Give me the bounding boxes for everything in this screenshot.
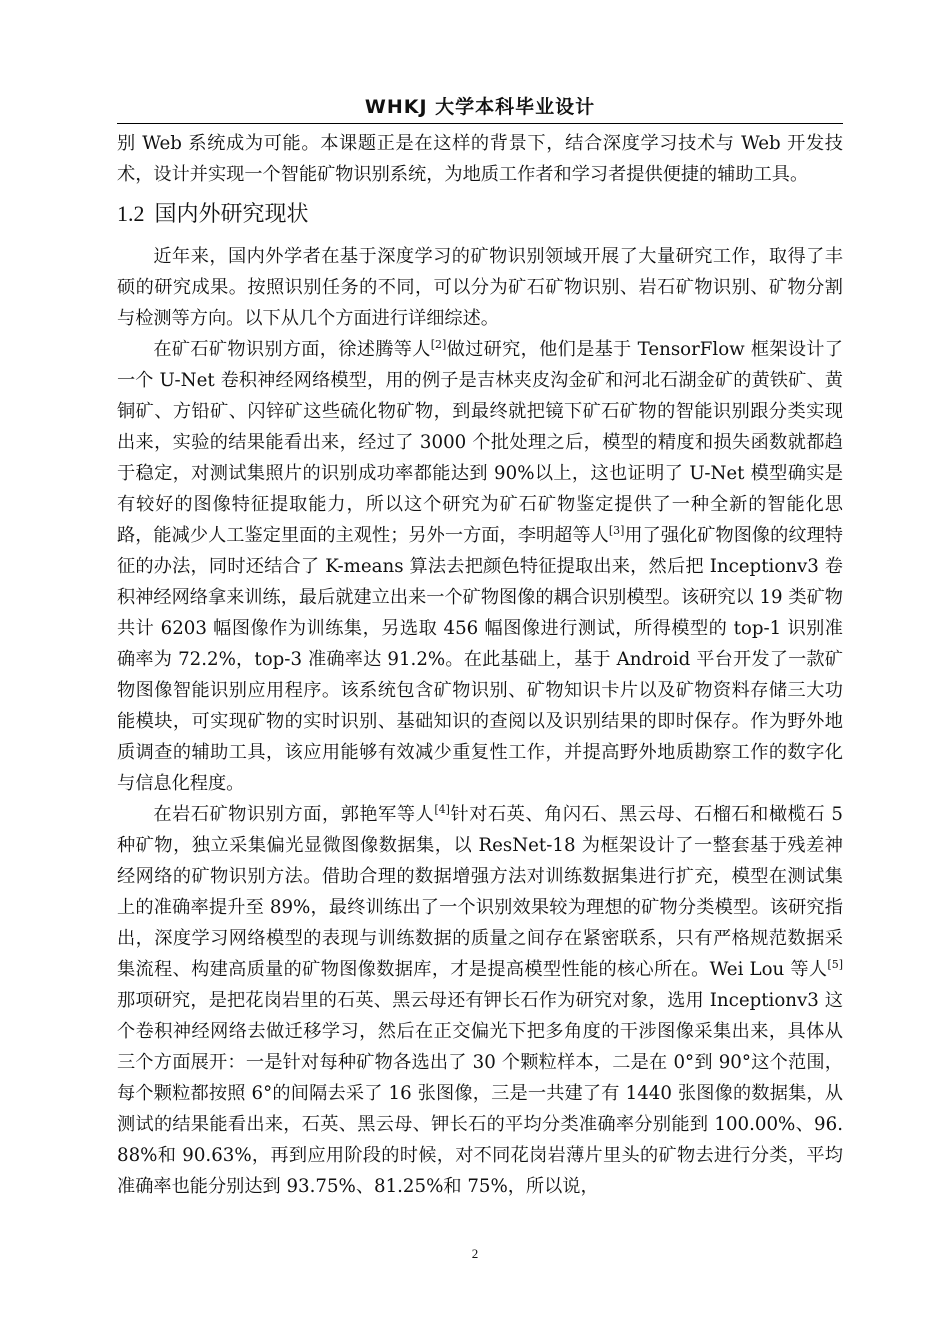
header-divider	[117, 123, 843, 124]
citation-ref: [5]	[827, 957, 843, 971]
paragraph-text: 用了强化矿物图像的纹理特征的办法，同时还结合了 K-means 算法去把颜色特征提取出来，然后把 Inceptionv3 卷积神经网络拿来训练，最后就建立出来一个矿物图像的耦合识别模型。该研究以 19 类矿物共计 6203 幅图像作为训练集，另选取 456 幅图像进行测试，所得模型的 top-1 识别准确率为 72.2%，top-3 准确率达 91.2%。在此基础上，基于 Android 平台开发了一款矿物图像智能识别应用程序。该系统包含矿物识别、矿物知识卡片以及矿物资料存储三大功能模块，可实现矿物的实时识别、基础知识的查阅以及识别结果的即时保存。作为野外地质调查的辅助工具，该应用能够有效减少重复性工作，并提高野外地质勘察工作的数字化与信息化程度。	[117, 525, 843, 794]
paragraph-text: 针对石英、角闪石、黑云母、石榴石和橄榄石 5 种矿物，独立采集偏光显微图像数据集，以 ResNet-18 为框架设计了一整套基于残差神经网络的矿物识别方法。借助合理的数据增强方法对训练数据集进行扩充，模型在测试集上的准确率提升至 89%，最终训练出了一个识别效果较为理想的矿物分类模型。该研究指出，深度学习网络模型的表现与训练数据的质量之间存在紧密联系，只有严格规范数据采集流程、构建高质量的矿物图像数据库，才是提高模型性能的核心所在。Wei Lou 等人	[117, 804, 843, 980]
paragraph-text: 做过研究，他们是基于 TensorFlow 框架设计了一个 U-Net 卷积神经网络模型，用的例子是吉林夹皮沟金矿和河北石湖金矿的黄铁矿、黄铜矿、方铅矿、闪锌矿这些硫化物矿物，到最终就把镜下矿石矿物的智能识别跟分类实现出来，实验的结果能看出来，经过了 3000 个批处理之后，模型的精度和损失函数就都趋于稳定，对测试集照片的识别成功率都能达到 90%以上，这也证明了 U-Net 模型确实是有较好的图像特征提取能力，所以这个研究为矿石矿物鉴定提供了一种全新的智能化思路，能减少人工鉴定里面的主观性；另外一方面，李明超等人	[117, 339, 843, 546]
citation-ref: [4]	[434, 802, 450, 816]
intro-paragraph: 别 Web 系统成为可能。本课题正是在这样的背景下，结合深度学习技术与 Web 开发技术，设计并实现一个智能矿物识别系统，为地质工作者和学习者提供便捷的辅助工具。	[117, 133, 843, 185]
citation-ref: [3]	[608, 523, 625, 537]
paragraph-text: 在矿石矿物识别方面，徐述腾等人	[153, 339, 431, 360]
section-number: 1.2	[117, 201, 145, 226]
section-title: 国内外研究现状	[154, 202, 309, 227]
section-heading	[117, 198, 843, 231]
paragraph-ore-minerals	[117, 334, 843, 799]
paragraph-text: 那项研究，是把花岗岩里的石英、黑云母还有钾长石作为研究对象，选用 Inceptionv3 这个卷积神经网络去做迁移学习，然后在正交偏光下把多角度的干涉图像采集出来，具体从三个方面展开：一是针对每种矿物各选出了 30 个颗粒样本，二是在 0°到 90°这个范围，每个颗粒都按照 6°的间隔去采了 16 张图像，三是一共建了有 1440 张图像的数据集，从测试的结果能看出来，石英、黑云母、钾长石的平均分类准确率分别能到 100.00%、96.88%和 90.63%，再到应用阶段的时候，对不同花岗岩薄片里头的矿物去进行分类，平均准确率也能分别达到 93.75%、81.25%和 75%，所以说，	[117, 990, 843, 1197]
page-header-title: WHKJ 大学本科毕业设计	[364, 96, 596, 118]
citation-ref: [2]	[430, 337, 447, 351]
paragraph-rock-minerals	[117, 799, 843, 1202]
page-number: 2	[471, 1246, 479, 1261]
page-body	[117, 128, 843, 1202]
paragraph-text: 在岩石矿物识别方面，郭艳军等人	[153, 804, 435, 825]
paragraph-overview: 近年来，国内外学者在基于深度学习的矿物识别领域开展了大量研究工作，取得了丰硕的研究成果。按照识别任务的不同，可以分为矿石矿物识别、岩石矿物识别、矿物分割与检测等方向。以下从几个方面进行详细综述。	[117, 246, 843, 329]
